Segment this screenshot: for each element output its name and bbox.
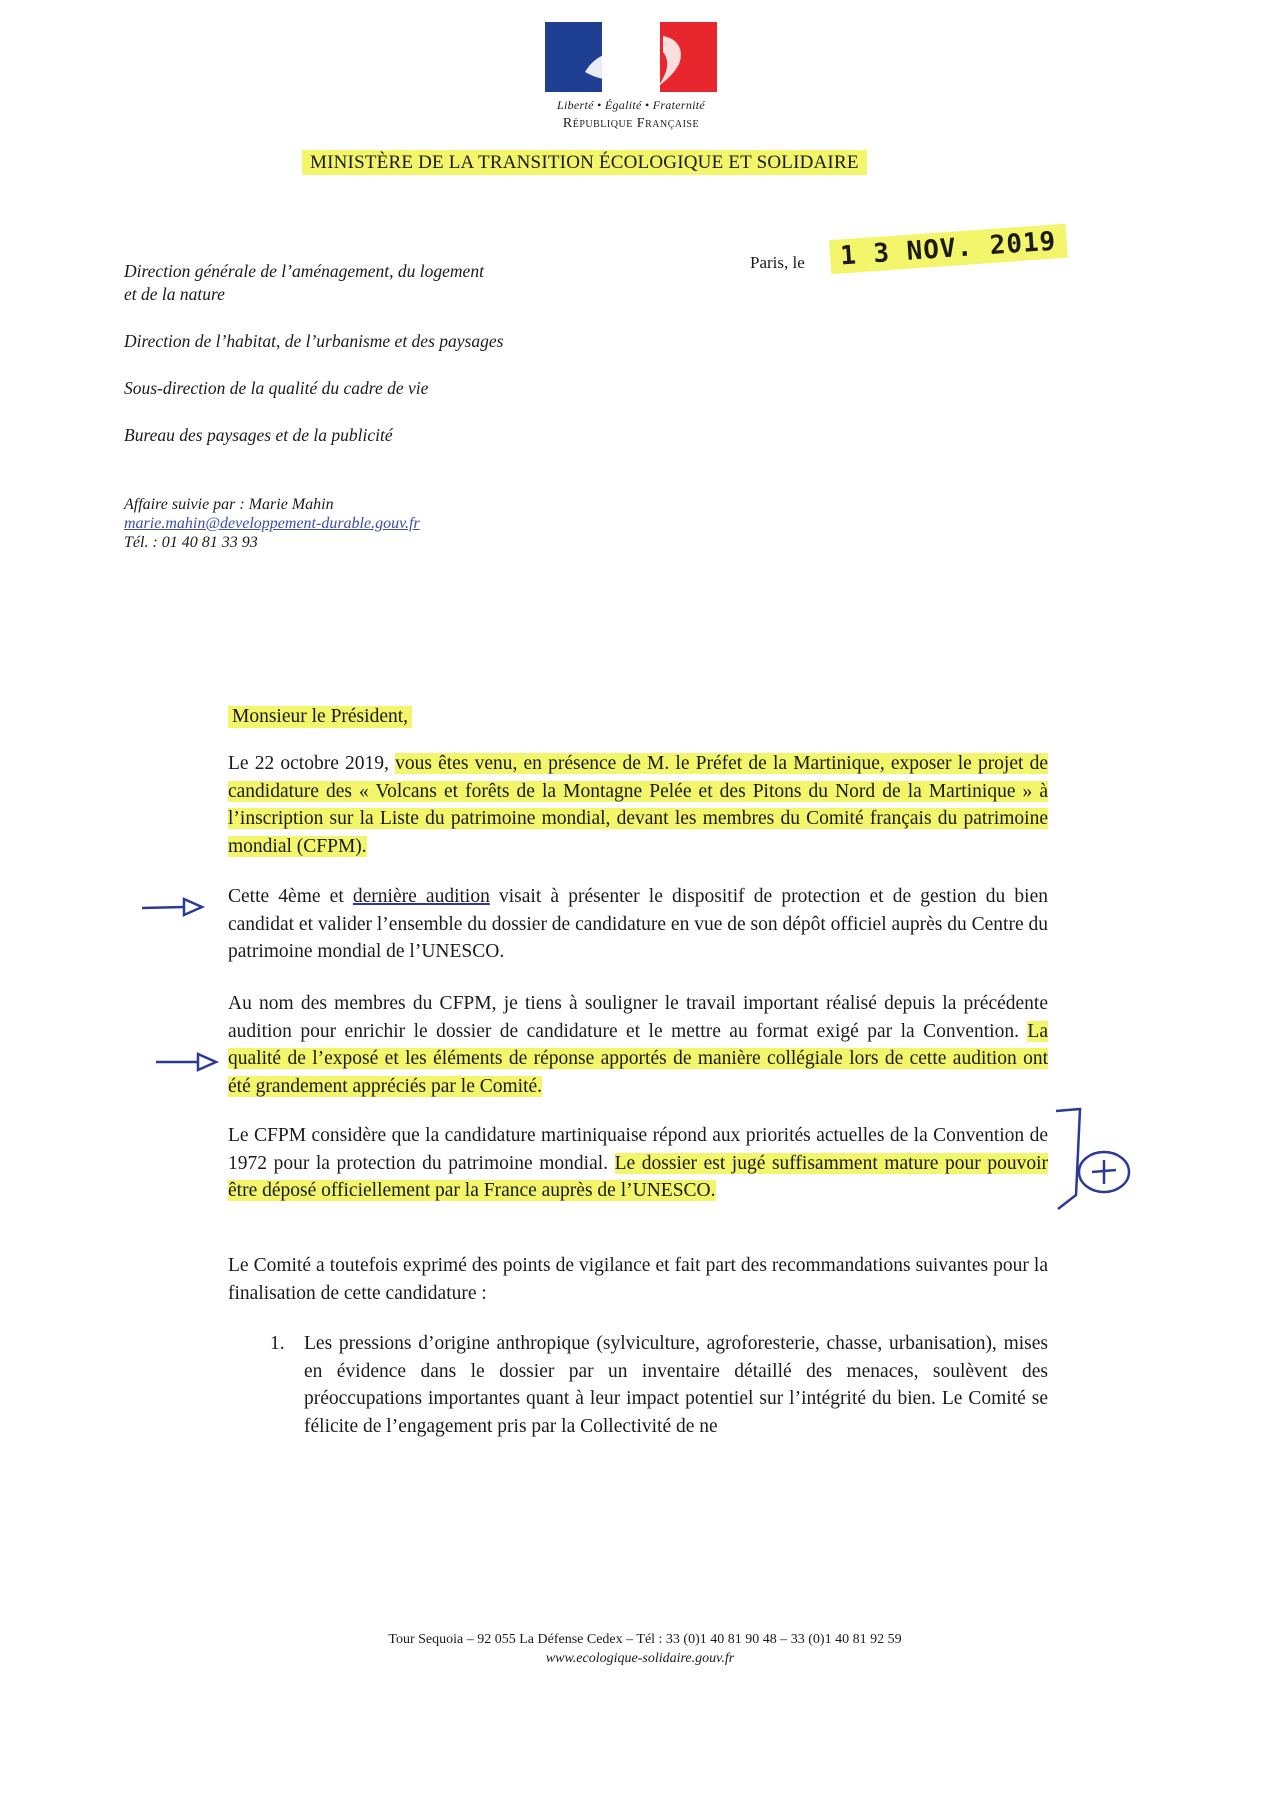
paragraph-4: [228, 1122, 1048, 1205]
footer-website[interactable]: www.ecologique-solidaire.gouv.fr: [545, 1651, 735, 1666]
recommendation-list: [270, 1330, 1048, 1440]
republique-francaise: République Française: [562, 116, 700, 131]
contact-phone: Tél. : 01 40 81 33 93: [124, 534, 258, 551]
service-line-2: et de la nature: [124, 284, 225, 304]
republique-logo: [536, 22, 726, 132]
p2-underlined: dernière audition: [352, 886, 490, 907]
list-item-text: Les pressions d’origine anthropique (sylviculture, agroforesterie, chasse, urbanisation), mises en évidence dans le dossier par un inventaire détaillé des menaces, soulèvent des préoccupations importantes quant à leur impact potentiel sur l’intégrité du bien. Le Comité se félicite de l’engagement pris par la Collectivité de ne: [304, 1333, 1048, 1437]
circled-plus-icon: [1074, 1146, 1134, 1198]
paragraph-3: [228, 990, 1048, 1100]
p1-text-highlight: vous êtes venu, en présence de M. le Préfet de la Martinique, exposer le projet de candidature des « Volcans et forêts de la Montagne Pelée et des Pitons du Nord de la Martinique » à l’inscription sur la Liste du patrimoine mondial, devant les membres du Comité français du patrimoine mondial (CFPM).: [228, 753, 1048, 857]
p4-text-a: Le CFPM considère que la candidature martiniquaise répond aux priorités actuelles de la Convention de 1972 pour la protection du patrimoine mondial.: [228, 1125, 1048, 1174]
motto: Liberté • Égalité • Fraternité: [556, 98, 706, 112]
date-place: Paris, le: [750, 253, 805, 272]
contact-email[interactable]: marie.mahin@developpement-durable.gouv.fr: [124, 515, 420, 532]
followed-by: Affaire suivie par : Marie Mahin: [124, 496, 334, 513]
service-line-3: Direction de l’habitat, de l’urbanisme et des paysages: [124, 331, 504, 351]
paragraph-2: [228, 883, 1048, 966]
p2-text-c: visait à présenter le dispositif de protection et de gestion du bien candidat et valider l’ensemble du dossier de candidature en vue de son dépôt officiel auprès du Centre du patrimoine mondial de l’UNESCO.: [228, 886, 1049, 962]
contact-block: [124, 495, 420, 552]
date-stamp: 1 3 NOV. 2019: [829, 224, 1067, 274]
p3-text-highlight: La qualité de l’exposé et les éléments de réponse apportés de manière collégiale lors de cette audition ont été grandement appréciés par le Comité.: [228, 1020, 1048, 1097]
paragraph-5: Le Comité a toutefois exprimé des points de vigilance et fait part des recommandations suivantes pour la finalisation de cette candidature :: [228, 1255, 1048, 1304]
arrow-mark-icon: [154, 1050, 224, 1074]
footer-address: Tour Sequoia – 92 055 La Défense Cedex – Tél : 33 (0)1 40 81 90 48 – 33 (0)1 40 81 92 59: [388, 1632, 902, 1647]
paragraph-1: [228, 750, 1048, 860]
service-line-1: Direction générale de l’aménagement, du logement: [124, 261, 484, 281]
p4-text-highlight: Le dossier est jugé suffisamment mature pour pouvoir être déposé officiellement par la France auprès de l’UNESCO.: [228, 1152, 1048, 1201]
service-line-5: Bureau des paysages et de la publicité: [124, 425, 393, 445]
arrow-mark-icon: [140, 895, 210, 919]
p2-text-a: Cette 4ème et: [228, 886, 353, 907]
list-item-number: 1.: [270, 1333, 285, 1354]
p3-text-a: Au nom des membres du CFPM, je tiens à souligner le travail important réalisé depuis la précédente audition pour enrichir le dossier de candidature et le mettre au format exigé par la Convention.: [228, 993, 1048, 1042]
service-line-4: Sous-direction de la qualité du cadre de vie: [124, 378, 429, 398]
footer: [0, 1630, 1280, 1668]
services-block: [124, 260, 503, 471]
salutation: Monsieur le Président,: [228, 706, 412, 728]
ministere-title: MINISTÈRE DE LA TRANSITION ÉCOLOGIQUE ET SOLIDAIRE: [302, 150, 867, 175]
marianne-flag-icon: [545, 22, 717, 92]
p1-text-a: Le 22 octobre 2019,: [228, 753, 396, 774]
